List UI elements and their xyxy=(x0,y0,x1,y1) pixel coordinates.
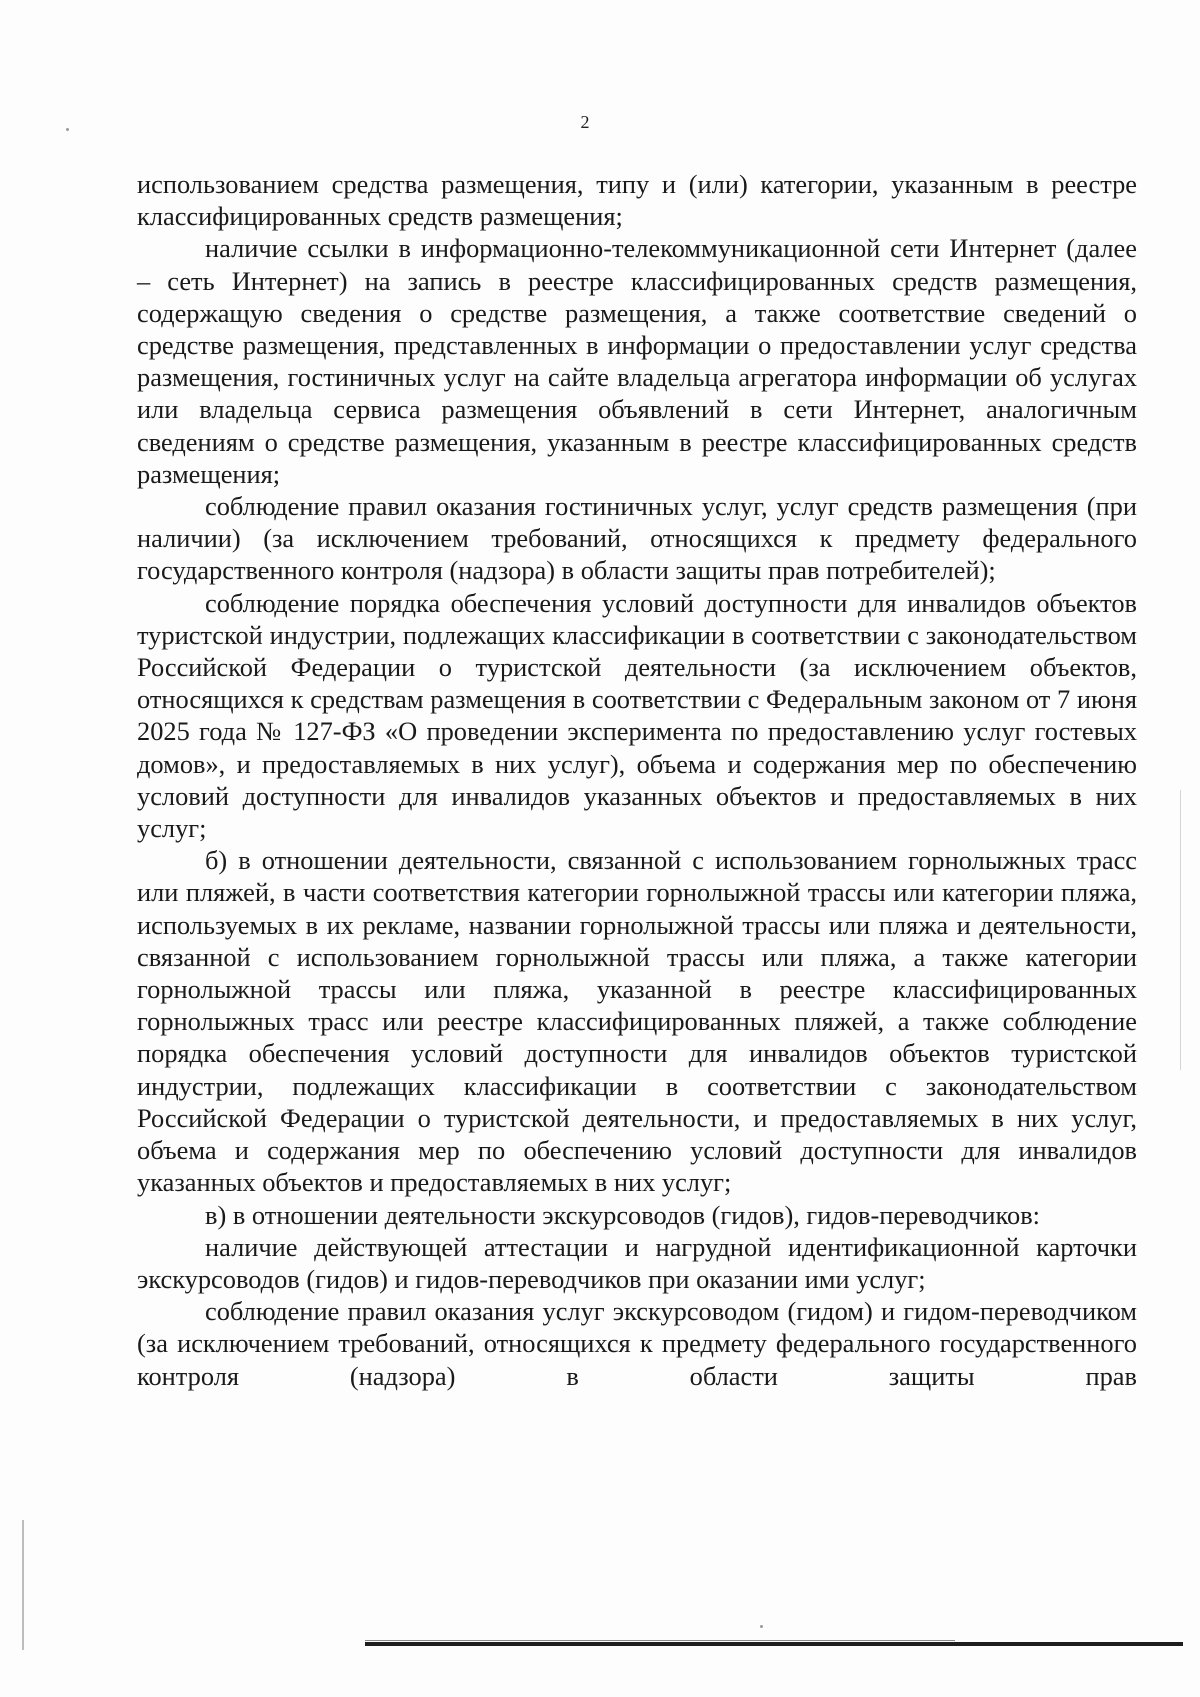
scan-edge-mark xyxy=(22,1520,24,1650)
paragraph-3: соблюдение правил оказания гостиничных услуг, услуг средств размещения (при наличии) (за исключением требований, относящихся к предмету федерального государственного контроля (надзора) в области защиты прав потребителей); xyxy=(137,491,1137,586)
scan-edge-mark xyxy=(1180,790,1181,1070)
scan-speck xyxy=(760,1625,763,1628)
scan-bottom-rule xyxy=(365,1642,1183,1646)
paragraph-1: использованием средства размещения, типу и (или) категории, указанным в реестре классифицированных средств размещения; xyxy=(137,169,1137,232)
paragraph-8: соблюдение правил оказания услуг экскурсоводом (гидом) и гидом-переводчиком (за исключением требований, относящихся к предмету федерального государственного контроля (надзора) в области защиты прав xyxy=(137,1296,1137,1391)
paragraph-7: наличие действующей аттестации и нагрудной идентификационной карточки экскурсоводов (гидов) и гидов-переводчиков при оказании ими услуг; xyxy=(137,1231,1137,1294)
document-body xyxy=(137,168,1137,1392)
scan-bottom-line xyxy=(365,1640,955,1641)
paragraph-5: б) в отношении деятельности, связанной с использованием горнолыжных трасс или пляжей, в части соответствия категории горнолыжной трассы или категории пляжа, используемых в их рекламе, названии горнолыжной трассы или пляжа и деятельности, связанной с использованием горнолыжной трассы или пляжа, а также категории горнолыжной трассы или пляжа, указанной в реестре классифицированных горнолыжных трасс или реестре классифицированных пляжей, а также соблюдение порядка обеспечения условий доступности для инвалидов объектов туристской индустрии, подлежащих классификации в соответствии с законодательством Российской Федерации о туристской деятельности, и предоставляемых в них услуг, объема и содержания мер по обеспечению условий доступности для инвалидов указанных объектов и предоставляемых в них услуг; xyxy=(137,845,1137,1198)
paragraph-4: соблюдение порядка обеспечения условий доступности для инвалидов объектов туристской индустрии, подлежащих классификации в соответствии с законодательством Российской Федерации о туристской деятельности (за исключением объектов, относящихся к средствам размещения в соответствии с Федеральным законом от 7 июня 2025 года № 127-ФЗ «О проведении эксперимента по предоставлению услуг гостевых домов», и предоставляемых в них услуг), объема и содержания мер по обеспечению условий доступности для инвалидов указанных объектов и предоставляемых в них услуг; xyxy=(137,587,1137,844)
paragraph-6: в) в отношении деятельности экскурсоводов (гидов), гидов-переводчиков: xyxy=(205,1199,1041,1230)
scan-speck xyxy=(66,128,69,131)
page-number: 2 xyxy=(580,112,590,132)
paragraph-2: наличие ссылки в информационно-телекоммуникационной сети Интернет (далее – сеть Интернет) на запись в реестре классифицированных средств размещения, содержащую сведения о средстве размещения, а также соответствие сведений о средстве размещения, представленных в информации о предоставлении услуг средства размещения, гостиничных услуг на сайте владельца агрегатора информации об услугах или владельца сервиса размещения объявлений в сети Интернет, аналогичным сведениям о средстве размещения, указанным в реестре классифицированных средств размещения; xyxy=(137,233,1137,489)
